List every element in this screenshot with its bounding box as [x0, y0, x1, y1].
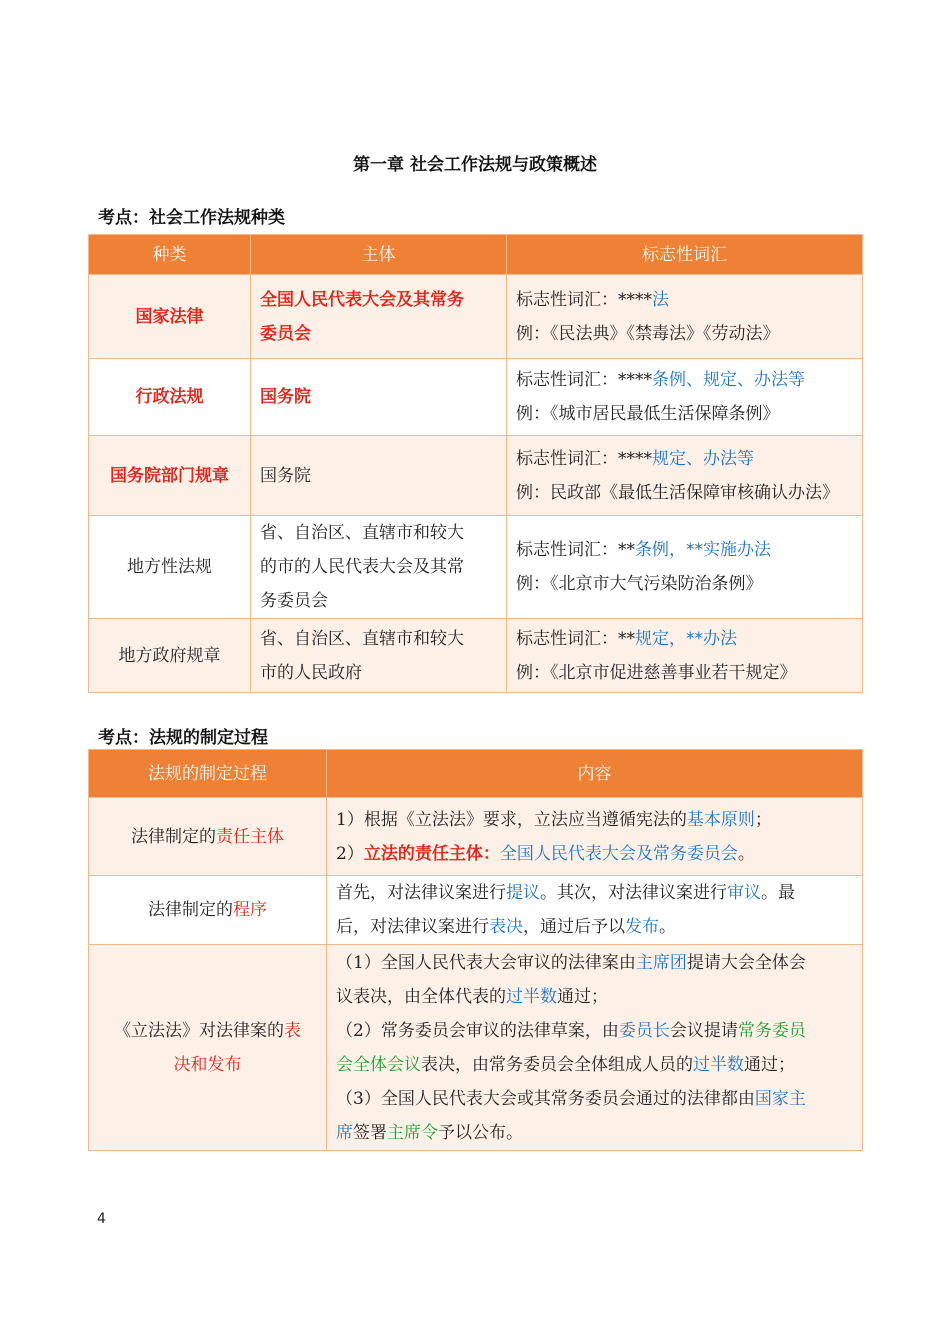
law-keywords-cell: 标志性词汇：**条例，**实施办法 例：《北京市大气污染防治条例》 — [507, 516, 863, 619]
table-header-row — [89, 235, 863, 275]
table-row — [89, 876, 863, 945]
table-row — [89, 436, 863, 516]
table-row — [89, 359, 863, 436]
process-content-cell: 1）根据《立法法》要求，立法应当遵循宪法的基本原则； 2）立法的责任主体：全国人民代表大会及常务委员会。 — [327, 798, 863, 876]
header-keywords: 标志性词汇 — [507, 235, 863, 275]
law-keywords-cell: 标志性词汇：**规定，**办法 例：《北京市促进慈善事业若干规定》 — [507, 619, 863, 693]
process-label-cell: 法律制定的责任主体 — [89, 798, 327, 876]
chapter-title: 第一章 社会工作法规与政策概述 — [353, 155, 597, 175]
page-number: 4 — [97, 1211, 106, 1227]
header-type: 种类 — [89, 235, 251, 275]
law-keywords-cell: 标志性词汇：****规定、办法等 例：民政部《最低生活保障审核确认办法》 — [507, 436, 863, 516]
table-row — [89, 798, 863, 876]
header-content: 内容 — [327, 750, 863, 798]
header-subject: 主体 — [251, 235, 507, 275]
law-type-cell: 国家法律 — [89, 275, 251, 359]
process-label-cell: 法律制定的程序 — [89, 876, 327, 945]
law-types-table — [88, 234, 863, 693]
section-title-lawmaking: 考点：法规的制定过程 — [98, 728, 268, 748]
law-type-cell: 地方政府规章 — [89, 619, 251, 693]
law-subject-cell: 省、自治区、直辖市和较大 的市的人民代表大会及其常 务委员会 — [251, 516, 507, 619]
process-content-cell: （1）全国人民代表大会审议的法律案由主席团提请大会全体会 议表决，由全体代表的过半数通过； （2）常务委员会审议的法律草案，由委员长会议提请常务委员 会全体会议表决，由常务委员会全体组成人员的过半数通过； （3）全国人民代表大会或其常务委员会通过的法律都由国家主 席签署主席令予以公布。 — [327, 945, 863, 1151]
law-subject-cell: 国务院 — [251, 359, 507, 436]
table-row — [89, 945, 863, 1151]
process-content-cell: 首先，对法律议案进行提议。其次，对法律议案进行审议。最 后，对法律议案进行表决，通过后予以发布。 — [327, 876, 863, 945]
law-subject-cell: 全国人民代表大会及其常务 委员会 — [251, 275, 507, 359]
section-title-law-types: 考点：社会工作法规种类 — [98, 208, 285, 228]
table-row — [89, 275, 863, 359]
law-keywords-cell: 标志性词汇：****条例、规定、办法等 例：《城市居民最低生活保障条例》 — [507, 359, 863, 436]
law-type-cell: 行政法规 — [89, 359, 251, 436]
law-subject-cell: 省、自治区、直辖市和较大 市的人民政府 — [251, 619, 507, 693]
process-label-cell: 《立法法》对法律案的表 决和发布 — [89, 945, 327, 1151]
table-row — [89, 619, 863, 693]
lawmaking-table — [88, 749, 863, 1151]
law-keywords-cell: 标志性词汇：****法 例：《民法典》《禁毒法》《劳动法》 — [507, 275, 863, 359]
table-header-row — [89, 750, 863, 798]
law-type-cell: 地方性法规 — [89, 516, 251, 619]
law-subject-cell: 国务院 — [251, 436, 507, 516]
table-row — [89, 516, 863, 619]
header-process: 法规的制定过程 — [89, 750, 327, 798]
law-type-cell: 国务院部门规章 — [89, 436, 251, 516]
